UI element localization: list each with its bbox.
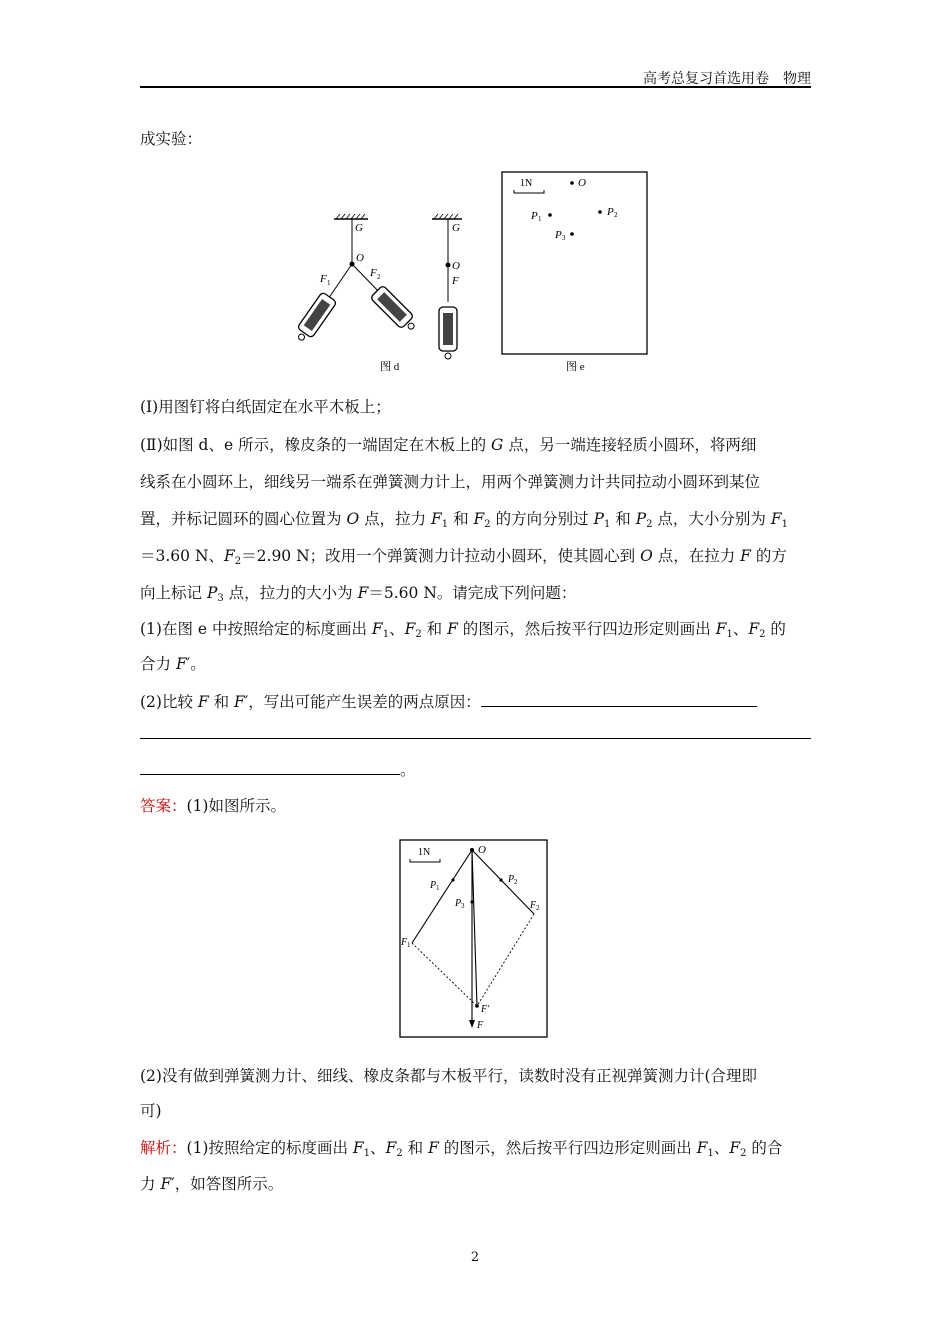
svg-text:3: 3 bbox=[562, 234, 566, 242]
question-1-line-2: 合力 F′。 bbox=[140, 655, 206, 673]
answer-2-line-2: 可) bbox=[140, 1102, 162, 1120]
svg-text:P: P bbox=[607, 206, 614, 218]
answer-2-line-1: (2)没有做到弹簧测力计、细线、橡皮条都与木板平行，读数时没有正视弹簧测力计(合理即 bbox=[140, 1067, 758, 1085]
svg-text:1: 1 bbox=[407, 941, 411, 949]
svg-text:P: P bbox=[430, 880, 437, 891]
svg-text:F: F bbox=[477, 1020, 484, 1031]
answer-label: 答案： bbox=[140, 797, 187, 815]
step-2-line-5: 向上标记 $P_3$ 点，拉力的大小为 F＝5.60 N。请完成下列问题： bbox=[140, 584, 577, 604]
svg-text:F: F bbox=[320, 273, 327, 285]
svg-text:O: O bbox=[578, 177, 586, 189]
svg-text:O: O bbox=[478, 844, 486, 856]
page-number: 2 bbox=[470, 1250, 480, 1265]
figure-e bbox=[500, 170, 650, 385]
label-g-left: G bbox=[355, 222, 363, 234]
svg-text:F: F bbox=[401, 937, 408, 948]
analysis-label: 解析： bbox=[140, 1139, 187, 1157]
svg-text:2: 2 bbox=[614, 211, 618, 219]
answer-blank-3[interactable] bbox=[140, 760, 400, 775]
analysis-line-2: 力 F′，如答图所示。 bbox=[140, 1175, 284, 1193]
question-1-line-1: (1)在图 e 中按照给定的标度画出 $F_1$、$F_2$ 和 F 的图示，然后按平行四边形定则画出 $F_1$、$F_2$ 的 bbox=[140, 620, 786, 640]
analysis-line-1: 解析：(1)按照给定的标度画出 $F_1$、$F_2$ 和 F 的图示，然后按平行四边形定则画出 $F_1$、$F_2$ 的合 bbox=[140, 1139, 783, 1159]
svg-text:P: P bbox=[508, 874, 515, 885]
svg-text:2: 2 bbox=[514, 878, 518, 886]
step-2-line-4: ＝3.60 N、$F_2=2.90$ N；改用一个弹簧测力计拉动小圆环，使其圆心到 O 点，在拉力 F 的方 bbox=[140, 547, 787, 567]
label-o-right: O bbox=[452, 260, 460, 272]
answer-blank-2[interactable] bbox=[140, 724, 811, 739]
step-2-line-2: 线系在小圆环上，细线另一端系在弹簧测力计上，用两个弹簧测力计共同拉动小圆环到某位 bbox=[140, 473, 761, 491]
svg-text:3: 3 bbox=[461, 902, 465, 910]
svg-text:F′: F′ bbox=[481, 1004, 490, 1015]
svg-text:1: 1 bbox=[327, 279, 331, 287]
spring-scale-right bbox=[370, 285, 419, 334]
question-2-line-1: (2)比较 F 和 F′，写出可能产生误差的两点原因： bbox=[140, 692, 811, 712]
label-g-right: G bbox=[452, 222, 460, 234]
figure-answer bbox=[398, 838, 550, 1040]
label-f: F bbox=[452, 275, 459, 287]
step-1: (Ⅰ)用图钉将白纸固定在水平木板上； bbox=[140, 398, 391, 416]
spring-scale-left bbox=[292, 292, 337, 345]
answer-blank-1[interactable] bbox=[481, 692, 757, 707]
svg-text:F: F bbox=[530, 900, 537, 911]
page-header: 高考总复习首选用卷 物理 bbox=[643, 71, 811, 87]
caption-d: 图 d bbox=[380, 361, 400, 373]
svg-text:F: F bbox=[370, 267, 377, 279]
figure-d bbox=[290, 205, 490, 375]
spring-scale-single bbox=[439, 307, 457, 359]
label-o-left: O bbox=[356, 252, 364, 264]
step-2-line-3: 置，并标记圆环的圆心位置为 O 点，拉力 $F_1$ 和 $F_2$ 的方向分别过 $P_1$ 和 $P_2$ 点，大小分别为 $F_1$ bbox=[140, 510, 788, 530]
answer-line: 答案：(1)如图所示。 bbox=[140, 797, 286, 815]
svg-text:1: 1 bbox=[436, 884, 440, 892]
svg-text:P: P bbox=[531, 210, 538, 222]
svg-text:1: 1 bbox=[538, 215, 542, 223]
svg-text:1N: 1N bbox=[418, 847, 431, 858]
svg-text:P: P bbox=[555, 229, 562, 241]
caption-e: 图 e bbox=[566, 361, 585, 373]
svg-text:2: 2 bbox=[536, 904, 540, 912]
question-2-line-2 bbox=[140, 724, 811, 744]
scale-label: 1N bbox=[520, 178, 533, 189]
header-rule bbox=[140, 86, 811, 88]
intro-text: 成实验： bbox=[140, 130, 203, 148]
svg-text:P: P bbox=[455, 898, 462, 909]
question-2-line-3: 。 bbox=[140, 760, 811, 780]
step-2-line-1: (Ⅱ)如图 d、e 所示，橡皮条的一端固定在木板上的 G 点，另一端连接轻质小圆环，将两细 bbox=[140, 436, 757, 454]
svg-text:2: 2 bbox=[377, 273, 381, 281]
